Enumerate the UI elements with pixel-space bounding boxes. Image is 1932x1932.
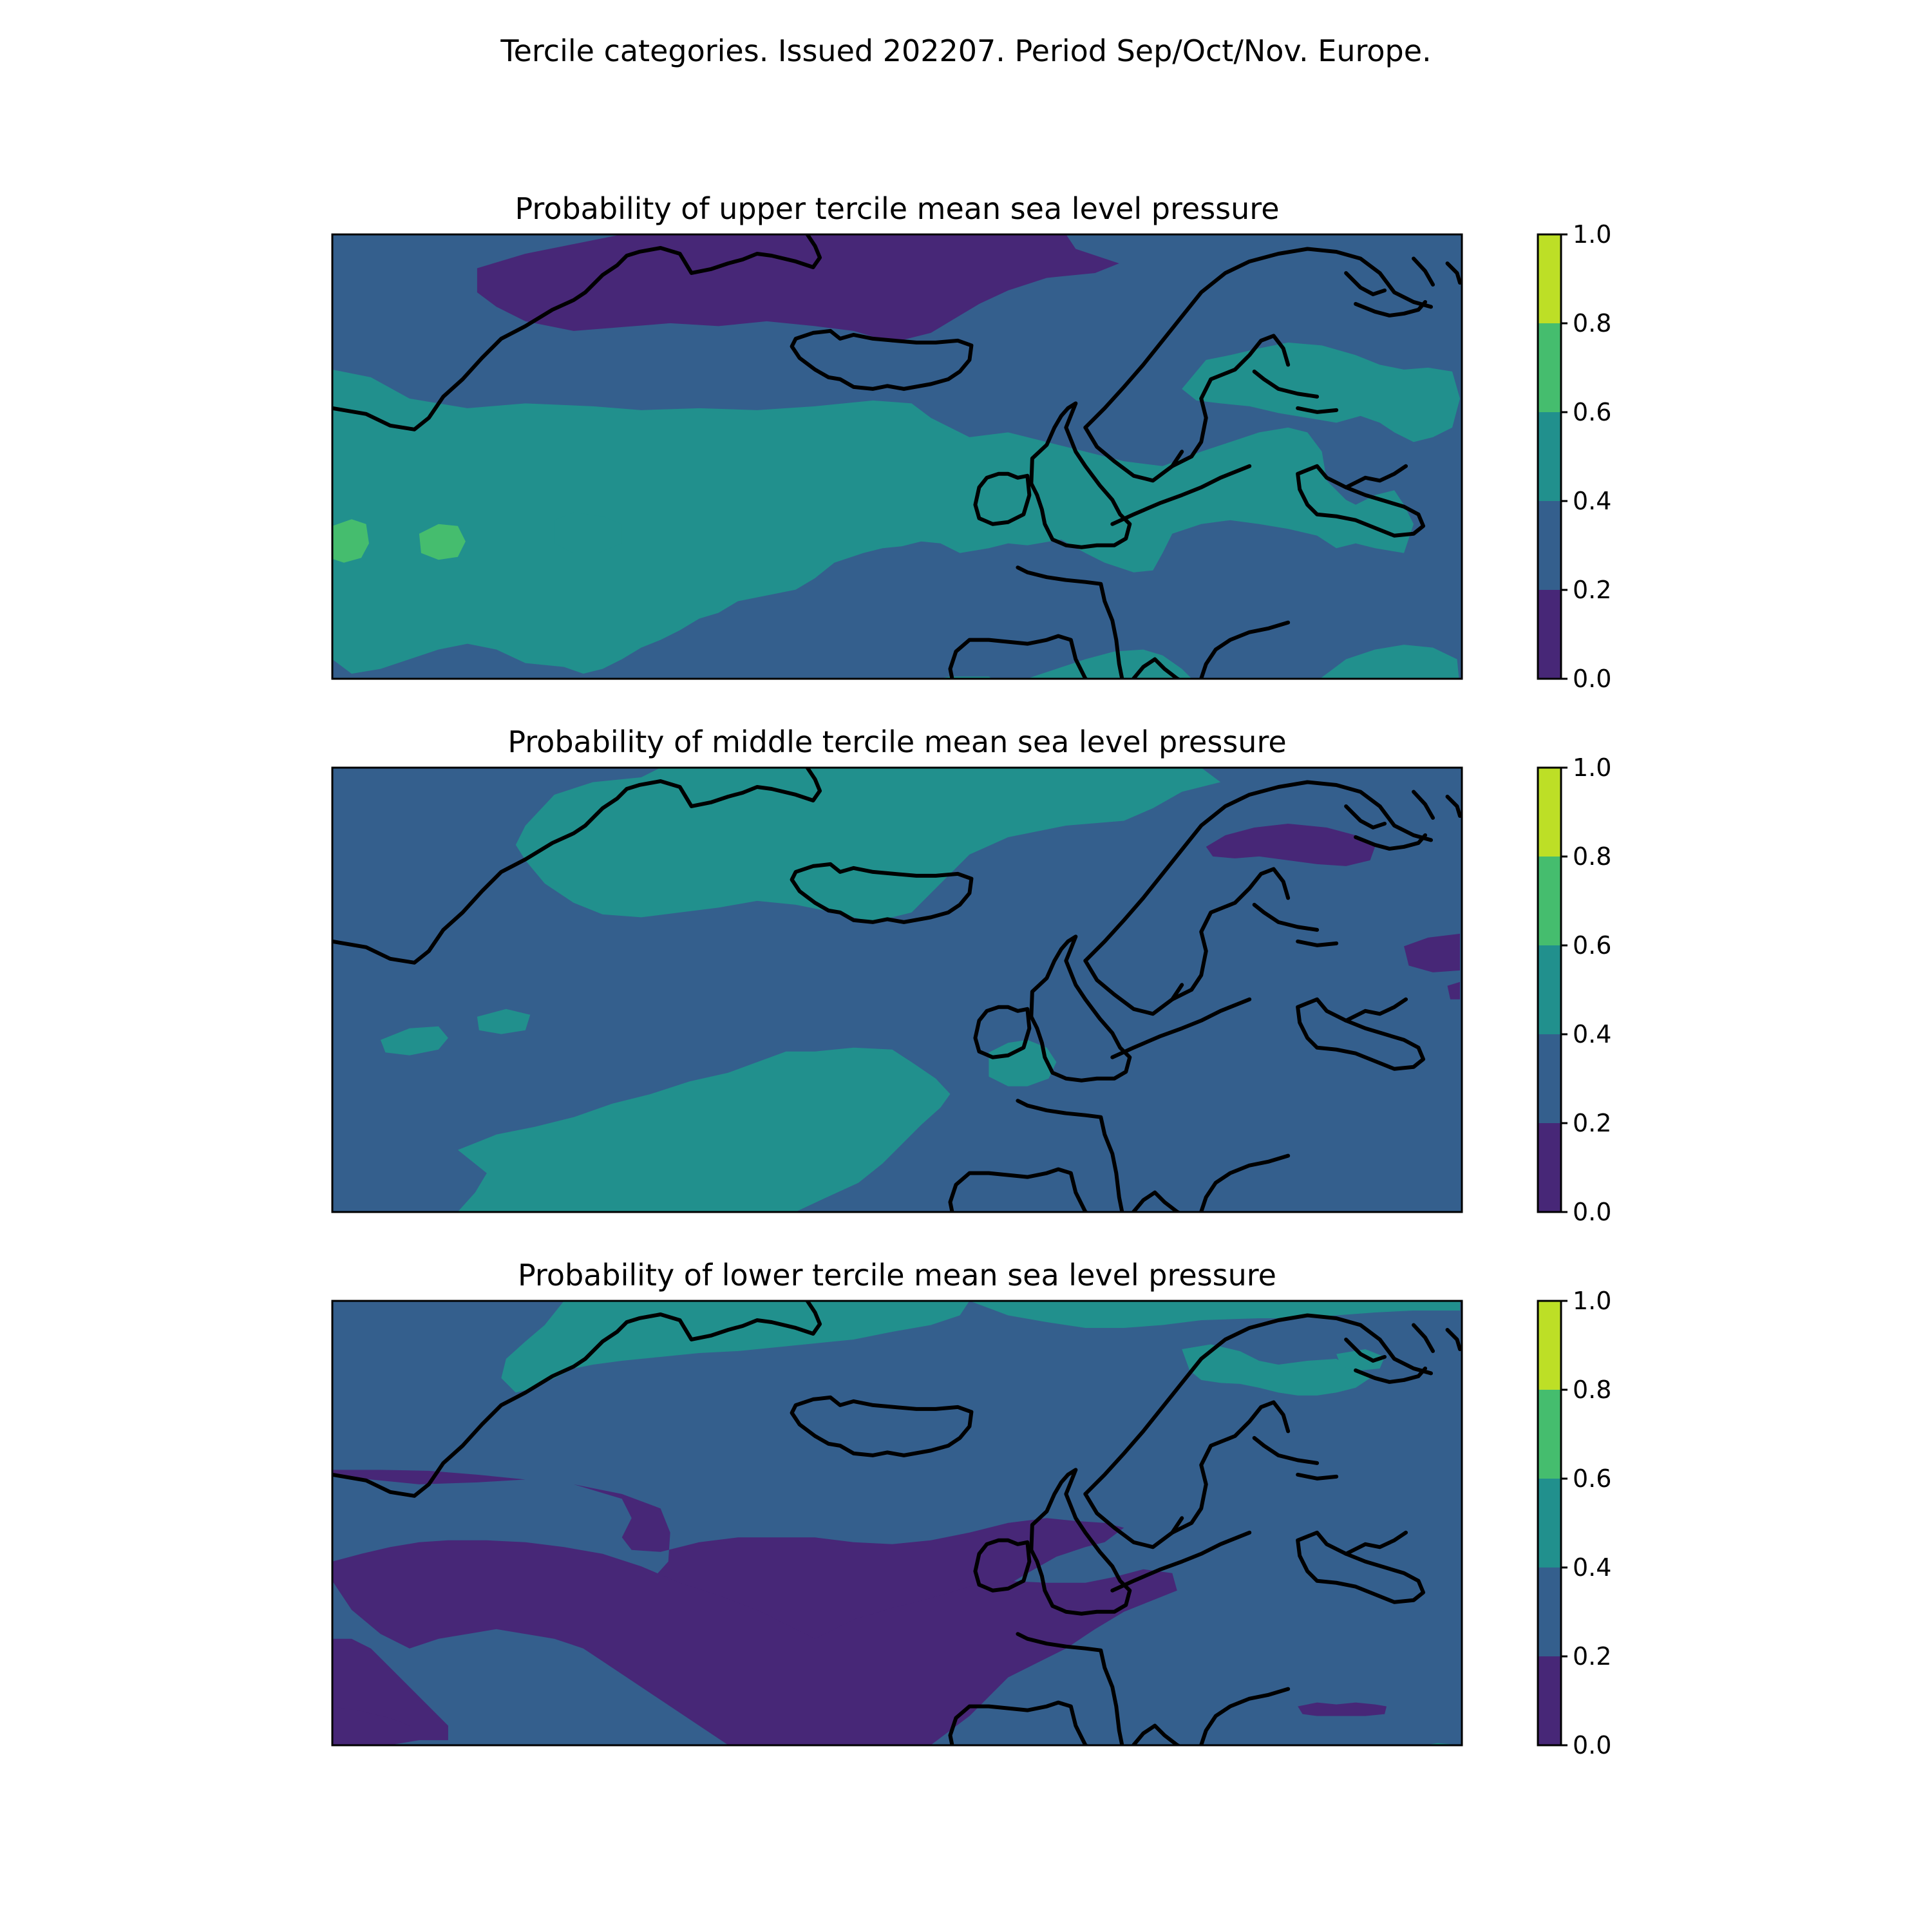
colorbar-tick-label: 0.4 <box>1573 1020 1612 1048</box>
colorbar-segment <box>1538 945 1561 1034</box>
colorbar-segment <box>1538 590 1561 679</box>
colorbar <box>1538 753 1611 1226</box>
figure-title: Tercile categories. Issued 202207. Period Sep/Oct/Nov. Europe. <box>500 33 1432 68</box>
panel-title: Probability of upper tercile mean sea level pressure <box>515 191 1280 226</box>
contour-region <box>1298 1703 1387 1716</box>
panel-title: Probability of lower tercile mean sea level pressure <box>518 1258 1276 1293</box>
contour-region <box>1356 1743 1460 1827</box>
panel-upper <box>332 191 1611 761</box>
colorbar-segment <box>1538 1301 1561 1390</box>
colorbar <box>1538 220 1611 693</box>
colorbar-tick-label: 0.6 <box>1573 931 1612 960</box>
colorbar-tick-label: 1.0 <box>1573 220 1612 249</box>
colorbar-segment <box>1538 323 1561 412</box>
colorbar-tick-label: 0.2 <box>1573 1109 1612 1137</box>
colorbar-tick-label: 0.4 <box>1573 1553 1612 1582</box>
colorbar-segment <box>1538 1656 1561 1745</box>
colorbar-segment <box>1538 1567 1561 1656</box>
colorbar-segment <box>1538 1390 1561 1479</box>
colorbar-segment <box>1538 1034 1561 1123</box>
panel-middle <box>332 724 1611 1294</box>
colorbar-segment <box>1538 412 1561 501</box>
map-area <box>332 234 1462 761</box>
colorbar-segment <box>1538 501 1561 590</box>
colorbar-tick-label: 0.6 <box>1573 1464 1612 1493</box>
contour-region <box>1356 722 1460 761</box>
colorbar-tick-label: 0.8 <box>1573 842 1612 871</box>
colorbar <box>1538 1287 1611 1759</box>
panel-lower <box>332 1258 1611 1827</box>
colorbar-tick-label: 0.8 <box>1573 1376 1612 1404</box>
colorbar-segment <box>1538 857 1561 945</box>
colorbar-tick-label: 0.0 <box>1573 1731 1612 1759</box>
colorbar-tick-label: 0.8 <box>1573 309 1612 337</box>
map-area <box>332 1301 1462 1827</box>
colorbar-tick-label: 0.4 <box>1573 487 1612 515</box>
colorbar-tick-label: 0.0 <box>1573 665 1612 693</box>
colorbar-tick-label: 0.2 <box>1573 576 1612 604</box>
panel-title: Probability of middle tercile mean sea level pressure <box>507 724 1287 759</box>
colorbar-tick-label: 0.2 <box>1573 1642 1612 1671</box>
colorbar-tick-label: 0.6 <box>1573 398 1612 426</box>
colorbar-tick-label: 1.0 <box>1573 1287 1612 1315</box>
colorbar-segment <box>1538 1123 1561 1212</box>
colorbar-segment <box>1538 1479 1561 1567</box>
colorbar-tick-label: 1.0 <box>1573 753 1612 782</box>
colorbar-segment <box>1538 234 1561 323</box>
colorbar-tick-label: 0.0 <box>1573 1198 1612 1226</box>
colorbar-segment <box>1538 768 1561 857</box>
map-area <box>332 768 1462 1294</box>
